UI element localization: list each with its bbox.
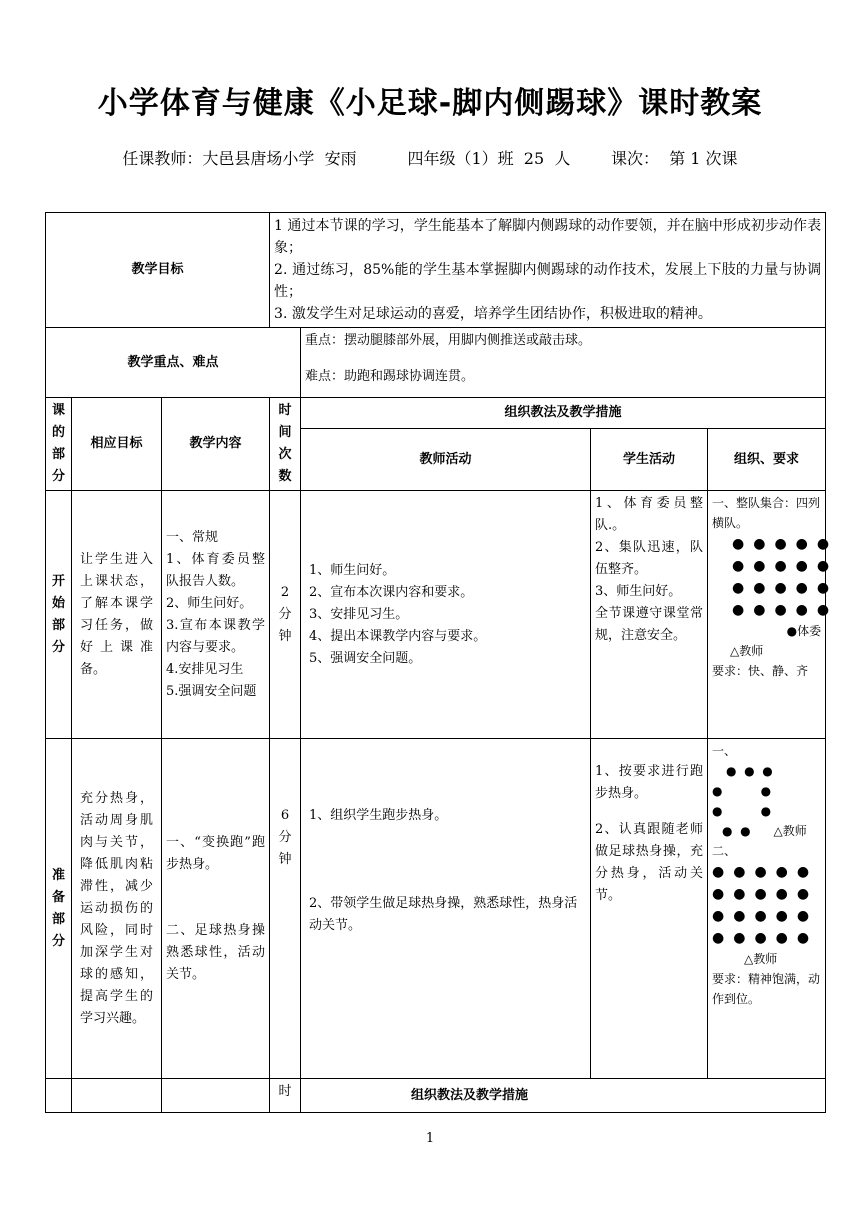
circle-formation-row: ● ● △教师 bbox=[722, 824, 807, 838]
section-org: 一、 ● ● ● ● ● ● ● ● ● △教师 二、 ●●●●● ●●●●● ●●●●● ●●●●● △教师 要求：精神饱满，动作到位。 bbox=[708, 739, 826, 1079]
circle-formation-row: ● ● bbox=[712, 784, 772, 798]
teacher-marker: △教师 bbox=[730, 644, 764, 658]
formation-row: ●●●●● bbox=[712, 930, 819, 946]
header-part: 课 的 部 分 bbox=[46, 398, 72, 491]
section-student: 1、体育委员整队.。 2、集队迅速，队伍整齐。 3、师生问好。 全节课遵守课堂常规，注意安全。 bbox=[591, 491, 708, 739]
header-teacher: 教师活动 bbox=[301, 429, 591, 491]
objective-item: 2. 通过练习，85%能的学生基本掌握脚内侧踢球的动作技术，发展上下肢的力量与协调性； bbox=[274, 262, 822, 300]
section-part-label: 开 始 部 分 bbox=[46, 491, 72, 739]
section-goal: 充分热身，活动周身肌肉与关节，降低肌肉粘滞性，减少运动损伤的风险，同时加深学生对球的感知，提高学生的学习兴趣。 bbox=[72, 739, 162, 1079]
document-title: 小学体育与健康《小足球-脚内侧踢球》课时教案 bbox=[97, 86, 763, 121]
formation-row: ●●●●● bbox=[732, 602, 839, 618]
formation-row: ●●●●● bbox=[732, 558, 839, 574]
section-content: 一、常规 1、体育委员整队报告人数。 2、师生问好。 3.宣布本课教学内容与要求。 4.安排见习生 5.强调安全问题 bbox=[162, 491, 270, 739]
teacher-marker: △教师 bbox=[744, 952, 778, 966]
objectives-cell bbox=[270, 213, 826, 328]
key-points-label: 教学重点、难点 bbox=[46, 328, 301, 398]
key-points-row bbox=[46, 328, 826, 398]
section-teacher: 1、师生问好。 2、宣布本次课内容和要求。 3、安排见习生。 4、提出本课教学内容与要求。 5、强调安全问题。 bbox=[301, 491, 591, 739]
header-content: 教学内容 bbox=[162, 398, 270, 491]
difficulty-text: 难点：助跑和踢球协调连贯。 bbox=[305, 369, 475, 384]
formation-row: ●●●●● bbox=[712, 908, 819, 924]
monitor-marker: ●体委 bbox=[786, 624, 822, 638]
circle-formation-row: ● ● ● bbox=[726, 764, 773, 778]
formation-row: ●●●●● bbox=[712, 864, 819, 880]
objective-item: 1 通过本节课的学习，学生能基本了解脚内侧踢球的动作要领，并在脑中形成初步动作表象； bbox=[274, 218, 822, 256]
section-student: 1、按要求进行跑步热身。 2、认真跟随老师做足球热身操，充分热身，活动关节。 bbox=[591, 739, 708, 1079]
section-time: 2 分 钟 bbox=[270, 491, 301, 739]
header-student: 学生活动 bbox=[591, 429, 708, 491]
section-teacher: 1、组织学生跑步热身。 2、带领学生做足球热身操，熟悉球性，热身活动关节。 bbox=[301, 739, 591, 1079]
section-org: 一、整队集合：四列横队。 ●●●●● ●●●●● ●●●●● ●●●●● ●体委 △教师 要求：快、静、齐 bbox=[708, 491, 826, 739]
section-time: 6 分 钟 bbox=[270, 739, 301, 1079]
objectives-row bbox=[46, 213, 826, 328]
continuation-time: 时 bbox=[270, 1079, 301, 1113]
empty-cell bbox=[162, 1079, 270, 1113]
empty-cell bbox=[72, 1079, 162, 1113]
key-points-cell bbox=[301, 328, 826, 398]
opening-section-row bbox=[46, 491, 826, 739]
header-time: 时 间 次 数 bbox=[270, 398, 301, 491]
header-goal: 相应目标 bbox=[72, 398, 162, 491]
warmup-section-row bbox=[46, 739, 826, 1079]
key-point-text: 重点：摆动腿膝部外展，用脚内侧推送或敲击球。 bbox=[305, 333, 592, 348]
section-part-label: 准 备 部 分 bbox=[46, 739, 72, 1079]
section-content: 一、“变换跑”跑步热身。 二、足球热身操熟悉球性，活动关节。 bbox=[162, 739, 270, 1079]
continuation-org: 组织教法及教学措施 bbox=[301, 1079, 826, 1113]
objective-item: 3. 激发学生对足球运动的喜爱，培养学生团结协作，积极进取的精神。 bbox=[274, 306, 712, 322]
continuation-row bbox=[46, 1079, 826, 1113]
circle-formation-row: ● ● bbox=[712, 804, 772, 818]
section-goal: 让学生进入上课状态，了解本课学习任务，做好上课准备。 bbox=[72, 491, 162, 739]
page-number: 1 bbox=[425, 1131, 435, 1146]
formation-row: ●●●●● bbox=[732, 580, 839, 596]
formation-row: ●●●●● bbox=[732, 536, 839, 552]
lesson-plan-table bbox=[45, 212, 839, 1113]
objectives-label: 教学目标 bbox=[46, 213, 270, 328]
formation-row: ●●●●● bbox=[712, 886, 819, 902]
header-org: 组织教法及教学措施 bbox=[301, 398, 826, 429]
header-row bbox=[46, 398, 826, 429]
empty-cell bbox=[46, 1079, 72, 1113]
document-subtitle: 任课教师：大邑县唐场小学 安雨 四年级（1）班 25 人 课次： 第 1 次课 bbox=[122, 149, 738, 168]
header-require: 组织、要求 bbox=[708, 429, 826, 491]
